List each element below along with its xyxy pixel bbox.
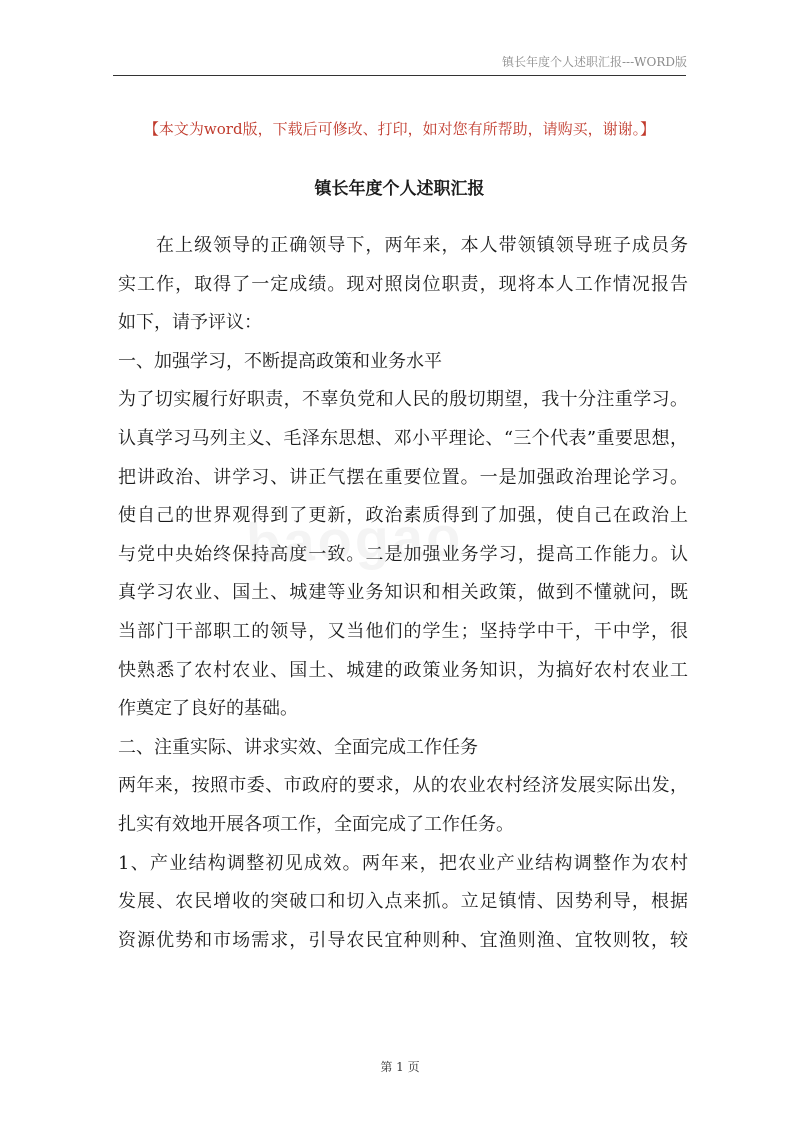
body-line: 把讲政治、讲学习、讲正气摆在重要位置。一是加强政治理论学习。 <box>118 466 688 488</box>
page-number: 第 1 页 <box>380 1060 420 1074</box>
body-line: 1、产业结构调整初见成效。两年来，把农业产业结构调整作为农村 <box>118 852 688 874</box>
body-line: 当部门干部职工的领导，又当他们的学生；坚持学中干，干中学，很 <box>118 620 688 642</box>
running-header: 镇长年度个人述职汇报---WORD版 <box>502 55 687 69</box>
body-line: 扎实有效地开展各项工作，全面完成了工作任务。 <box>118 813 514 835</box>
document-body <box>118 227 688 960</box>
body-line: 快熟悉了农村农业、国土、城建的政策业务知识，为搞好农村农业工 <box>118 659 688 681</box>
body-line: 认真学习马列主义、毛泽东思想、邓小平理论、“三个代表”重要思想， <box>118 427 688 449</box>
body-line: 两年来，按照市委、市政府的要求，从的农业农村经济发展实际出发， <box>118 775 688 797</box>
section-heading: 二、注重实际、讲求实效、全面完成工作任务 <box>118 736 478 758</box>
body-line: 真学习农业、国土、城建等业务知识和相关政策，做到不懂就问，既 <box>118 582 688 604</box>
document-title: 镇长年度个人述职汇报 <box>314 179 485 199</box>
body-line: 在上级领导的正确领导下，两年来，本人带领镇领导班子成员务 <box>156 235 688 256</box>
body-line: 发展、农民增收的突破口和切入点来抓。立足镇情、因势利导，根据 <box>118 891 688 913</box>
body-line: 为了切实履行好职责，不辜负党和人民的殷切期望，我十分注重学习。 <box>118 389 688 411</box>
body-line: 如下，请予评议： <box>118 312 262 334</box>
section-heading: 一、加强学习，不断提高政策和业务水平 <box>118 350 442 372</box>
header-divider <box>113 75 686 76</box>
body-line: 作奠定了良好的基础。 <box>118 698 298 720</box>
body-line: 与党中央始终保持高度一致。二是加强业务学习，提高工作能力。认 <box>118 543 688 565</box>
body-line: 实工作，取得了一定成绩。现对照岗位职责，现将本人工作情况报告 <box>118 273 688 295</box>
purchase-notice: 【本文为word版，下载后可修改、打印，如对您有所帮助，请购买，谢谢。】 <box>143 120 656 138</box>
body-line: 资源优势和市场需求，引导农民宜种则种、宜渔则渔、宜牧则牧，较 <box>118 929 688 951</box>
body-line: 使自己的世界观得到了更新，政治素质得到了加强，使自己在政治上 <box>118 505 688 527</box>
